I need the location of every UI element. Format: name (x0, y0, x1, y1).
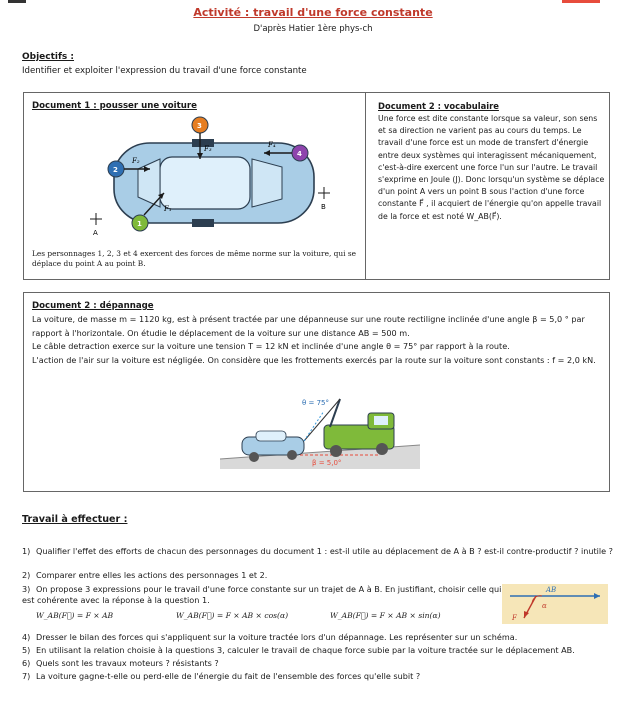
document-3-paragraph-2: Le câble detraction exerce sur la voiture une tension T = 12 kN et inclinée d'une angle θ = 75° par rapport à la route. (32, 341, 510, 351)
person-2-label: 2 (113, 166, 118, 174)
document-1 (24, 93, 366, 279)
question-2-text: Comparer entre elles les actions des personnages 1 et 2. (36, 570, 268, 580)
question-6-number: 6) (22, 658, 31, 668)
objectives-text: Identifier et exploiter l'expression du travail d'une force constante (22, 66, 307, 76)
point-a-label: A (93, 229, 98, 237)
question-4 (22, 632, 622, 643)
point-b-label: B (321, 203, 326, 211)
formula-1: W_AB(F⃗) = F × AB (36, 611, 114, 620)
top-left-mark (8, 0, 26, 3)
question-4-number: 4) (22, 632, 31, 642)
question-3-text: On propose 3 expressions pour le travail d'une force constante sur un trajet de A à B. En justifiant, choisir celle qui est cohérente avec la réponse à la question 1. (22, 584, 502, 606)
top-right-mark (562, 0, 600, 3)
question-5-number: 5) (22, 645, 31, 655)
question-7-number: 7) (22, 671, 31, 681)
force-f4-label: F₄ (268, 141, 276, 149)
question-7-text: La voiture gagne-t-elle ou perd-elle de l'énergie du fait de l'ensemble des forces qu'elle subit ? (36, 671, 421, 681)
document-2 (368, 93, 609, 279)
question-3 (22, 584, 502, 607)
vector-ab-label: AB (546, 586, 557, 594)
beta-label: β = 5,0° (312, 459, 342, 467)
documents-box (23, 92, 610, 280)
question-6 (22, 658, 622, 669)
question-2-number: 2) (22, 570, 31, 580)
document-3-box (23, 292, 610, 492)
angle-vector-diagram (502, 584, 608, 624)
document-2-text: Une force est dite constante lorsque sa valeur, son sens et sa direction ne varient pas au cours du temps. Le travail d'une force est un mode de transfert d'énergie entre deux systèmes qui interagissent mécaniquement, c'est-à-dire exercent une force l'un sur l'autre. Le travail s'exprime en Joule (J). Donc lorsqu'un système se déplace d'un point A vers un point B sous l'action d'une force constante F⃗ , il acquiert de l'énergie qu'on appelle travail de la force et est noté W_AB(F⃗). (378, 114, 605, 221)
document-3-paragraph-1: La voiture, de masse m = 1120 kg, est à présent tractée par une dépanneuse sur une route rectiligne inclinée d'une angle β = 5,0 ° par rapport à l'horizontale. On étudie le déplacement de la voiture sur une distance AB = 500 m. (32, 314, 585, 338)
question-5-text: En utilisant la relation choisie à la questions 3, calculer le travail de chaque force subie par la voiture tractée sur le déplacement AB. (36, 645, 575, 655)
person-3-label: 3 (197, 122, 202, 130)
theta-label: θ = 75° (302, 399, 330, 407)
tow-truck-illustration (220, 393, 420, 473)
formula-3: W_AB(F⃗) = F × AB × sin(α) (330, 611, 441, 620)
question-1-number: 1) (22, 546, 31, 556)
document-3-paragraph-3: L'action de l'air sur la voiture est négligée. On considère que les frottements exercés par la route sur la voiture sont constants : f = 2,0 kN. (32, 354, 596, 365)
document-3-text (32, 313, 607, 367)
document-2-heading: Document 2 : vocabulaire (378, 101, 499, 111)
page-subtitle: D'après Hatier 1ère phys-ch (253, 24, 373, 34)
person-1-label: 1 (137, 220, 142, 228)
question-4-text: Dresser le bilan des forces qui s'appliquent sur la voiture tractée lors d'un dépannage. Les représenter sur un schéma. (36, 632, 518, 642)
page-title: Activité : travail d'une force constante (193, 6, 433, 19)
vector-f-label: F (512, 614, 517, 622)
formula-2: W_AB(F⃗) = F × AB × cos(α) (176, 611, 289, 620)
force-f2-label: F₂ (132, 157, 140, 165)
question-5 (22, 645, 622, 656)
person-4-label: 4 (297, 150, 302, 158)
alpha-label: α (542, 602, 547, 610)
force-f3-label: F₃ (204, 145, 212, 153)
document-1-heading: Document 1 : pousser une voiture (32, 101, 197, 111)
question-7 (22, 671, 622, 682)
document-1-caption: Les personnages 1, 2, 3 et 4 exercent des forces de même norme sur la voiture, qui se déplace du point A au point B. (32, 249, 357, 268)
question-3-number: 3) (22, 584, 31, 594)
question-1 (22, 546, 622, 557)
question-2 (22, 570, 622, 581)
force-f1-label: F₁ (164, 205, 172, 213)
car-pushing-illustration (32, 111, 362, 249)
car-roof (160, 157, 250, 209)
question-6-text: Quels sont les travaux moteurs ? résistants ? (36, 658, 219, 668)
objectives-heading: Objectifs : (22, 52, 75, 62)
work-heading: Travail à effectuer : (22, 514, 128, 525)
document-3-heading: Document 2 : dépannage (32, 301, 154, 311)
question-1-text: Qualifier l'effet des efforts de chacun des personnages du document 1 : est-il utile au déplacement de A à B ? est-il contre-productif ? inutile ? (36, 546, 613, 556)
